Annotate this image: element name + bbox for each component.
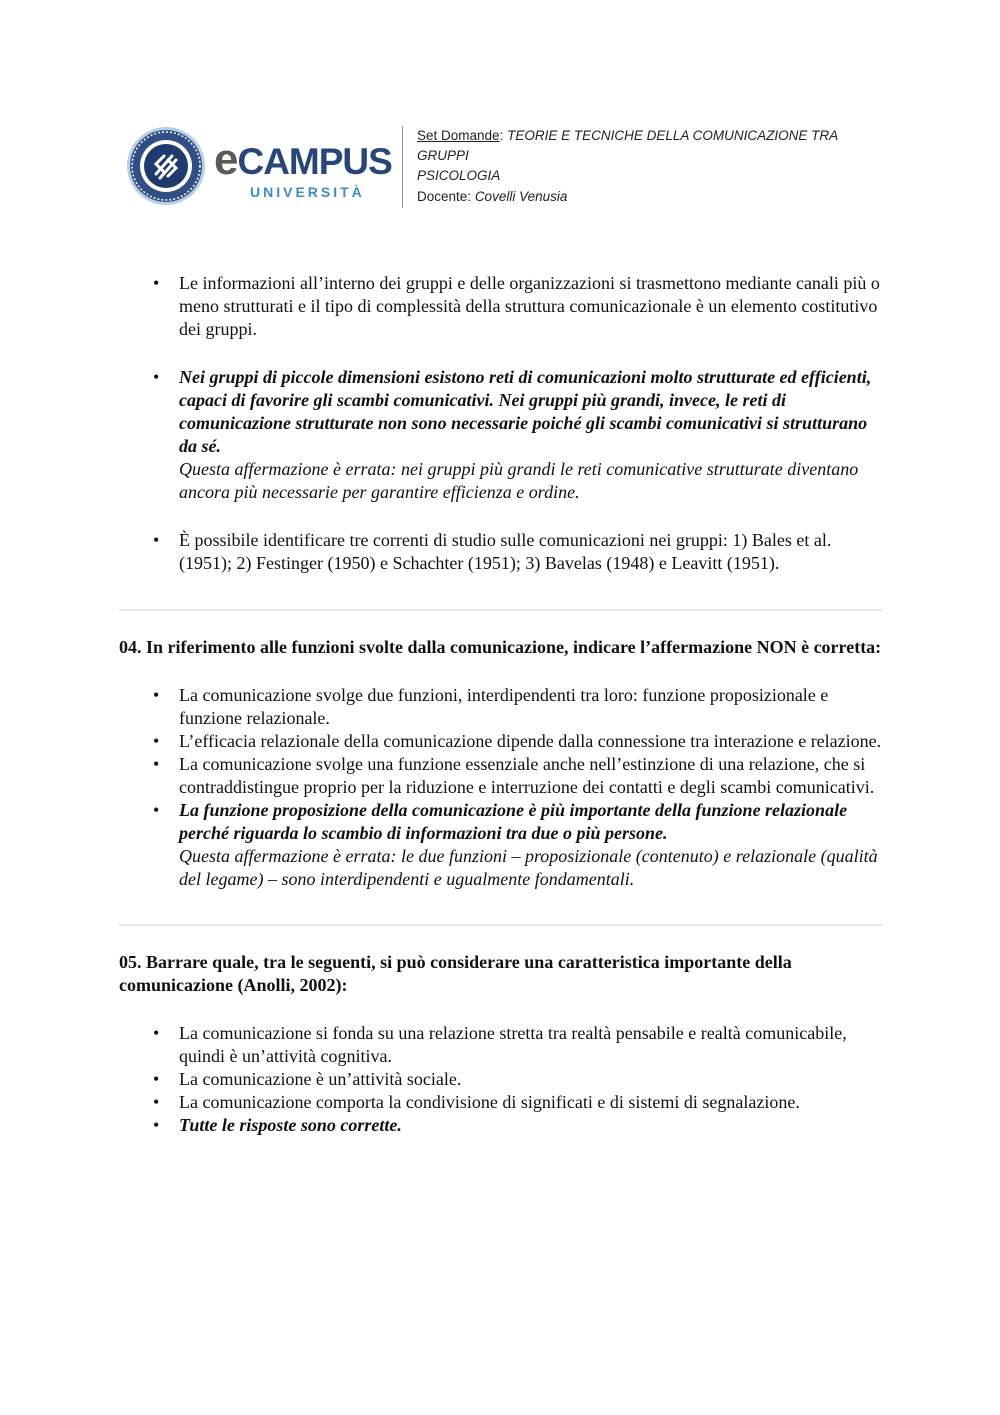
bullet-icon: • — [153, 1092, 160, 1112]
docente-line — [417, 187, 887, 207]
docente-value: Covelli Venusia — [474, 188, 568, 204]
bullet-icon: • — [153, 530, 160, 550]
list-item — [119, 799, 883, 891]
question-05-options — [119, 1022, 883, 1137]
department-label: PSICOLOGIA — [417, 168, 501, 183]
bullet-icon: • — [153, 731, 160, 751]
answer-note: Questa affermazione è errata: le due funzioni – proposizionale (contenuto) e relazionale (qualità del legame) – sono interdipendenti e ugualmente fondamentali. — [179, 846, 878, 889]
bullet-icon: • — [153, 685, 160, 705]
highlighted-answer: Tutte le risposte sono corrette. — [179, 1115, 402, 1135]
bullet-icon: • — [153, 800, 160, 820]
bullet-icon: • — [153, 754, 160, 774]
list-item: • La comunicazione svolge due funzioni, interdipendenti tra loro: funzione proposizionale e funzione relazionale. — [153, 685, 829, 728]
bullet-icon: • — [153, 1023, 160, 1043]
list-item — [119, 366, 883, 504]
intro-list — [119, 272, 883, 575]
list-item — [119, 1114, 883, 1137]
section-divider — [119, 609, 883, 611]
course-meta — [417, 126, 887, 206]
list-item: • L’efficacia relazionale della comunicazione dipende dalla connessione tra interazione e relazione. — [153, 731, 882, 751]
question-04-options — [119, 684, 883, 891]
bullet-icon: • — [153, 1069, 160, 1089]
list-item: • Le informazioni all’interno dei gruppi e delle organizzazioni si trasmettono mediante canali più o meno strutturati e il tipo di complessità della struttura comunicazionale è un elemento costitutivo dei gruppi. — [153, 273, 880, 339]
document-header — [126, 124, 886, 214]
set-domande-value: TEORIE E TECNICHE DELLA COMUNICAZIONE TRA GRUPPI — [417, 128, 838, 163]
university-seal-logo — [126, 126, 206, 206]
question-04-title: 04. In riferimento alle funzioni svolte dalla comunicazione, indicare l’affermazione NON è corretta: — [119, 637, 882, 657]
list-item: • È possibile identificare tre correnti di studio sulle comunicazioni nei gruppi: 1) Bales et al. (1951); 2) Festinger (1950) e Schachter (1951); 3) Bavelas (1948) e Leavitt (1951). — [153, 530, 832, 573]
list-item: • La comunicazione si fonda su una relazione stretta tra realtà pensabile e realtà comunicabile, quindi è un’attività cognitiva. — [153, 1023, 847, 1066]
header-divider — [402, 126, 403, 208]
answer-note: Questa affermazione è errata: nei gruppi più grandi le reti comunicative strutturate diventano ancora più necessarie per garantire efficienza e ordine. — [179, 459, 859, 502]
question-05-title: 05. Barrare quale, tra le seguenti, si può considerare una caratteristica importante della comunicazione (Anolli, 2002): — [119, 952, 792, 995]
ecampus-wordmark: eCAMPUS — [214, 135, 392, 184]
bullet-icon: • — [153, 273, 160, 293]
document-body — [119, 272, 883, 1137]
set-domande-label: Set Domande — [417, 128, 500, 143]
highlighted-answer: La funzione proposizione della comunicazione è più importante della funzione relazionale perché riguarda lo scambio di informazioni tra due o più persone. — [179, 800, 848, 843]
list-item: • La comunicazione è un’attività sociale. — [153, 1069, 462, 1089]
universita-label: UNIVERSITÀ — [250, 184, 365, 200]
highlighted-answer: Nei gruppi di piccole dimensioni esistono reti di comunicazioni molto strutturate ed efficienti, capaci di favorire gli scambi comunicativi. Nei gruppi più grandi, invece, le reti di comunicazione strutturate non sono necessarie poiché gli scambi comunicativi si strutturano da sé. — [179, 367, 872, 456]
section-divider — [119, 924, 883, 926]
list-item: • La comunicazione svolge una funzione essenziale anche nell’estinzione di una relazione, che si contraddistingue proprio per la riduzione e interruzione dei contatti e degli scambi comunicativi. — [153, 754, 875, 797]
list-item: • La comunicazione comporta la condivisione di significati e di sistemi di segnalazione. — [153, 1092, 800, 1112]
set-domande-line: Set Domande: TEORIE E TECNICHE DELLA COMUNICAZIONE TRA GRUPPI — [417, 128, 838, 163]
bullet-icon: • — [153, 1115, 160, 1135]
bullet-icon: • — [153, 367, 160, 387]
docente-label: Docente: — [417, 188, 472, 204]
